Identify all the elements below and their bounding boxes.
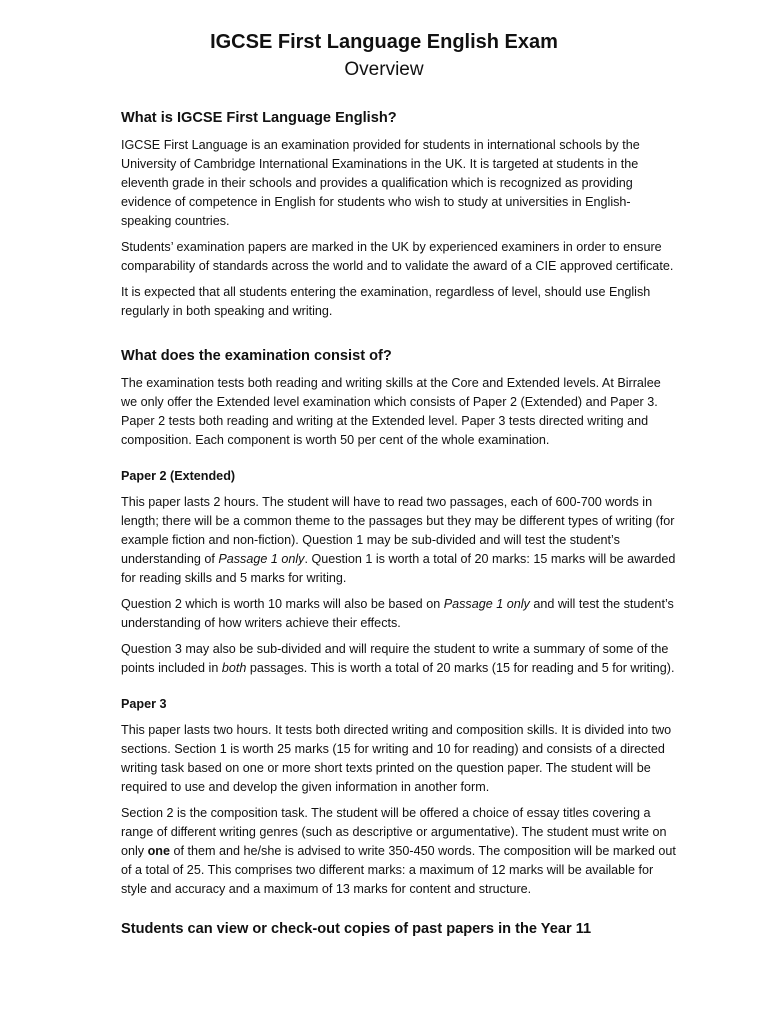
section-heading-past-papers: Students can view or check-out copies of past papers in the Year 11 xyxy=(121,921,592,937)
paragraph xyxy=(121,640,677,678)
paragraph: It is expected that all students entering the examination, regardless of level, should use English regularly in both speaking and writing. xyxy=(121,285,651,318)
text-run: passages. This is worth a total of 20 marks (15 for reading and 5 for writing). xyxy=(246,661,675,675)
text-run: Question 3 may also be sub-divided and will require the student to write a summary of some of the points included in xyxy=(121,642,669,675)
paragraph xyxy=(121,493,677,588)
paragraph xyxy=(121,595,677,633)
text-run: Section 2 is the composition task. The student will be offered a choice of essay titles covering a range of different writing genres (such as descriptive or argumentative). The student must write on only xyxy=(121,806,667,858)
paragraph: The examination tests both reading and writing skills at the Core and Extended levels. At Birralee we only offer the Extended level examination which consists of Paper 2 (Extended) and Paper 3. Paper 2 tests both reading and writing at the Extended level. Paper 3 tests directed writing and composition. Each component is worth 50 per cent of the whole examination. xyxy=(121,376,661,447)
paragraph: This paper lasts two hours. It tests both directed writing and composition skills. It is divided into two sections. Section 1 is worth 25 marks (15 for writing and 10 for reading) and consists of a directed writing task based on one or more short texts printed on the question paper. The student will be required to use and develop the given information in another form. xyxy=(121,723,672,794)
paragraph: IGCSE First Language is an examination provided for students in international schools by the University of Cambridge International Examinations in the UK. It is targeted at students in the eleventh grade in their schools and provides a qualification which is recognized as providing evidence of competence in English for students who wish to study at universities in English-speaking countries. xyxy=(121,138,640,228)
text-run: This paper lasts 2 hours. The student will have to read two passages, each of 600-700 words in length; there will be a common theme to the passages but they may be different types of writing (for example fiction and non-fiction). Question 1 may be sub-divided and will test the student’s understanding of xyxy=(121,495,675,566)
emphasis-text: Passage 1 only xyxy=(443,597,530,611)
section-heading-consist-of: What does the examination consist of? xyxy=(121,348,392,364)
paragraph xyxy=(121,804,677,899)
paragraph: Students’ examination papers are marked in the UK by experienced examiners in order to ensure comparability of standards across the world and to validate the award of a CIE approved certificate. xyxy=(121,240,674,273)
text-run: and will test the student’s understanding of how writers achieve their effects. xyxy=(121,597,674,630)
section-heading-what-is: What is IGCSE First Language English? xyxy=(121,110,397,126)
strong-text: one xyxy=(147,844,170,858)
emphasis-text: Passage 1 only xyxy=(218,552,305,566)
page-title: IGCSE First Language English Exam xyxy=(210,31,558,53)
text-run: Question 2 which is worth 10 marks will also be based on xyxy=(121,597,444,611)
subheading-paper-2: Paper 2 (Extended) xyxy=(121,469,236,483)
document-body xyxy=(121,108,677,939)
subheading-paper-3: Paper 3 xyxy=(121,697,167,711)
emphasis-text: both xyxy=(221,661,247,675)
text-run: of them and he/she is advised to write 350-450 words. The composition will be marked out of a total of 25. This comprises two different marks: a maximum of 12 marks will be available for style and accuracy and a maximum of 13 marks for content and structure. xyxy=(121,844,676,896)
text-run: . Question 1 is worth a total of 20 marks: 15 marks will be awarded for reading skills and 5 marks for writing. xyxy=(121,552,676,585)
page-subtitle: Overview xyxy=(344,59,424,80)
